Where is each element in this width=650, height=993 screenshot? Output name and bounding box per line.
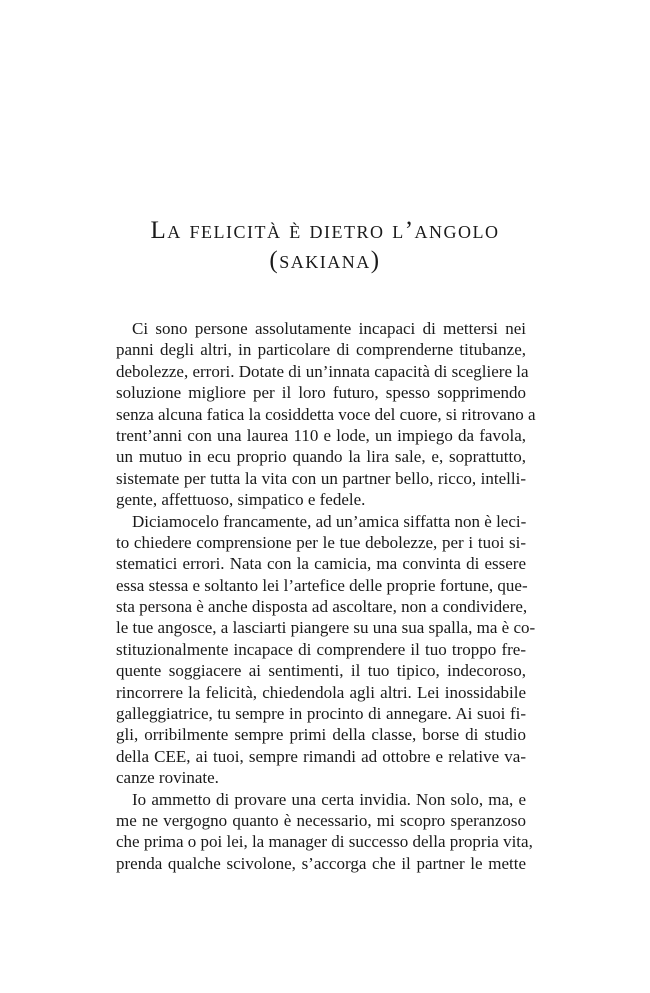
text-line: le tue angosce, a lasciarti piangere su una sua spalla, ma è co- xyxy=(116,618,536,638)
text-line: stituzionalmente incapace di comprendere il tuo troppo fre- xyxy=(116,639,526,659)
text-line: gente, affettuoso, simpatico e fedele. xyxy=(116,490,366,510)
text-line: senza alcuna fatica la cosiddetta voce del cuore, si ritrovano a xyxy=(116,404,536,424)
chapter-title-line-1: La felicità è dietro l’angolo xyxy=(150,217,500,244)
text-line: gli, orribilmente sempre primi della classe, borse di studio xyxy=(116,725,526,745)
text-line: trent’anni con una laurea 110 e lode, un impiego da favola, xyxy=(116,425,526,445)
chapter-title xyxy=(0,216,650,276)
text-line: prenda qualche scivolone, s’accorga che il partner le mette xyxy=(116,853,526,873)
text-line: sta persona è anche disposta ad ascoltare, non a condividere, xyxy=(116,597,528,617)
text-line: che prima o poi lei, la manager di successo della propria vita, xyxy=(116,832,533,852)
text-line: me ne vergogno quanto è necessario, mi scopro speranzoso xyxy=(116,810,526,830)
chapter-title-line-2: (sakiana) xyxy=(269,247,381,274)
body-text xyxy=(116,318,536,874)
text-line: Diciamocelo francamente, ad un’amica siffatta non è leci- xyxy=(132,511,527,531)
text-line: soluzione migliore per il loro futuro, spesso sopprimendo xyxy=(116,383,526,403)
text-line: stematici errori. Nata con la camicia, ma convinta di essere xyxy=(116,554,526,574)
text-line: rincorrere la felicità, chiedendola agli altri. Lei inossidabile xyxy=(116,682,526,702)
text-line: canze rovinate. xyxy=(116,768,219,788)
text-line: un mutuo in ecu proprio quando la lira sale, e, soprattutto, xyxy=(116,447,526,467)
text-line: sistemate per tutta la vita con un partner bello, ricco, intelli- xyxy=(116,468,526,488)
text-line: Io ammetto di provare una certa invidia. Non solo, ma, e xyxy=(132,789,526,809)
text-line: quente soggiacere ai sentimenti, il tuo tipico, indecoroso, xyxy=(116,661,526,681)
text-line: galleggiatrice, tu sempre in procinto di annegare. Ai suoi fi- xyxy=(116,704,526,724)
text-line: della CEE, ai tuoi, sempre rimandi ad ottobre e relative va- xyxy=(116,746,526,766)
text-line: Ci sono persone assolutamente incapaci di mettersi nei xyxy=(132,319,526,338)
text-line: to chiedere comprensione per le tue debolezze, per i tuoi si- xyxy=(116,532,526,552)
text-line: panni degli altri, in particolare di comprenderne titubanze, xyxy=(116,340,526,360)
text-line: debolezze, errori. Dotate di un’innata capacità di scegliere la xyxy=(116,361,529,381)
text-line: essa stessa e soltanto lei l’artefice delle proprie fortune, que- xyxy=(116,575,528,595)
